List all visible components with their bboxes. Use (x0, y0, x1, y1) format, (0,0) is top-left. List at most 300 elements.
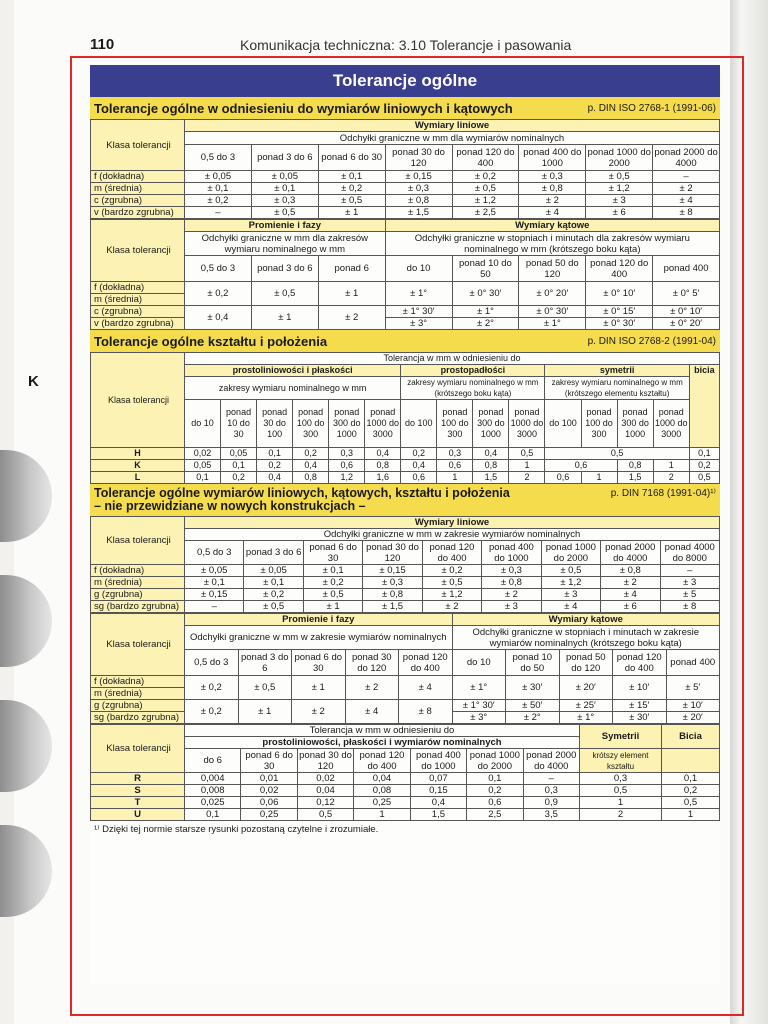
class-header: Klasa tolerancji (91, 614, 185, 676)
table-row (91, 306, 720, 318)
range-cell: ponad 4000 do 8000 (660, 541, 720, 565)
value-cell: ± 1 (292, 676, 346, 700)
value-cell: ± 1,2 (422, 589, 481, 601)
value-cell: ± 0° 30′ (586, 318, 653, 330)
class-cell: f (dokładna) (91, 676, 185, 688)
value-cell: ± 0,3 (482, 565, 541, 577)
class-cell: m (średnia) (91, 688, 185, 700)
value-cell: ± 0° 30′ (519, 306, 586, 318)
value-cell: 1 (509, 460, 545, 472)
value-cell: ± 4 (519, 207, 586, 219)
deviation-header: Odchyłki graniczne w mm w zakresie wymiarów nominalnych (185, 626, 453, 650)
range-cell: ponad 120 do 400 (586, 256, 653, 282)
range-cell: ponad 30 do 120 (345, 650, 399, 676)
class-cell: m (średnia) (91, 294, 185, 306)
value-cell: ± 0,1 (303, 565, 362, 577)
radii-header: Promienie i fazy (185, 220, 386, 232)
range-cell: ponad 30 do 120 (299, 749, 352, 772)
table-row (91, 577, 720, 589)
table-row (91, 207, 720, 219)
value-cell: 0,5 (509, 448, 545, 460)
symmetry-header: Symetrii (580, 725, 662, 749)
table-row (91, 773, 720, 785)
range-cell: ponad 120 do 400 (613, 650, 667, 676)
range-cell: ponad 3 do 6 (251, 256, 318, 282)
value-cell: 0,02 (241, 785, 297, 797)
section-3-subtitle: – nie przewidziane w nowych konstrukcjach – (94, 499, 366, 513)
value-cell: ± 0,2 (185, 282, 252, 306)
value-cell: ± 10′ (613, 676, 667, 700)
value-cell: ± 6 (601, 601, 660, 613)
value-cell: 0,3 (437, 448, 473, 460)
range-cell: ponad 30 do 120 (363, 541, 422, 565)
range-header: zakresy wymiaru nominalnego w mm (185, 377, 401, 400)
value-cell: ± 0° 10′ (653, 306, 720, 318)
range-cell: 0,5 do 3 (185, 541, 244, 565)
legacy-radius-angle-table (90, 613, 720, 724)
value-cell: ± 4 (345, 700, 399, 724)
table-row (91, 448, 720, 460)
range-cell: ponad 6 do 30 (241, 749, 297, 773)
range-cell: ponad 400 do 1000 (482, 541, 541, 565)
value-cell: ± 1,2 (541, 577, 600, 589)
range-cell: krótszy element kształtu (580, 749, 662, 773)
value-cell: ± 3 (482, 601, 541, 613)
value-cell: 0,25 (241, 809, 297, 821)
value-cell: ± 0,15 (185, 589, 244, 601)
range-cell: ponad 400 do 1000 (410, 749, 466, 773)
range-cell: ponad 6 (318, 256, 385, 282)
value-cell: ± 8 (399, 700, 453, 724)
value-cell: 0,3 (329, 448, 365, 460)
straightness-header: prostoliniowości, płaskości i wymiarów nominalnych (185, 737, 580, 749)
value-cell: 0,12 (297, 797, 353, 809)
value-cell: 0,2 (293, 448, 329, 460)
value-cell: 0,1 (257, 448, 293, 460)
value-cell: ± 3° (452, 712, 506, 724)
value-cell: 0,15 (410, 785, 466, 797)
straightness-header: prostoliniowości i płaskości (185, 365, 401, 377)
section-3-title: Tolerancje ogólne wymiarów liniowych, kątowych, kształtu i położenia (94, 486, 510, 500)
deviation-header: Odchyłki graniczne w mm dla zakresów wymiaru nominalnego w mm (185, 232, 386, 256)
value-cell: ± 1,2 (586, 183, 653, 195)
table-row (91, 282, 720, 294)
section-3-heading (90, 484, 720, 516)
table-row (91, 183, 720, 195)
value-cell: ± 5 (660, 589, 720, 601)
value-cell: ± 0,3 (363, 577, 422, 589)
range-cell: ponad 3 do 6 (244, 541, 303, 565)
value-cell: 2 (653, 472, 689, 484)
class-cell: sg (bardzo zgrubna) (91, 601, 185, 613)
class-header: Klasa tolerancji (91, 725, 185, 773)
value-cell: ± 0,5 (303, 589, 362, 601)
value-cell: 1 (437, 472, 473, 484)
value-cell: 0,025 (185, 797, 241, 809)
value-cell: 2,5 (467, 809, 523, 821)
class-cell: c (zgrubna) (91, 306, 185, 318)
value-cell: 0,25 (354, 797, 410, 809)
tolerance-header: Tolerancja w mm w odniesieniu do (185, 725, 580, 737)
range-cell: ponad 400 (653, 256, 720, 282)
value-cell: ± 0,2 (185, 195, 252, 207)
value-cell: ± 0,05 (251, 171, 318, 183)
value-cell: ± 4 (601, 589, 660, 601)
range-cell: ponad 120 do 400 (422, 541, 481, 565)
value-cell: ± 2 (653, 183, 720, 195)
legacy-form-table (90, 724, 720, 821)
value-cell: 3,5 (523, 809, 579, 821)
value-cell: 0,4 (410, 797, 466, 809)
range-cell: ponad 1000 do 3000 (509, 400, 545, 448)
value-cell: 0,6 (437, 460, 473, 472)
range-cell: ponad 300 do 1000 (473, 400, 509, 448)
class-cell: v (bardzo zgrubna) (91, 318, 185, 330)
class-header: Klasa tolerancji (91, 120, 185, 171)
deviation-header: Odchyłki graniczne w stopniach i minutach w zakresie wymiarów nominalnych (krótszego boku kąta) (452, 626, 720, 650)
value-cell: 0,5 (297, 809, 353, 821)
section-1-title: Tolerancje ogólne w odniesieniu do wymiarów liniowych i kątowych (94, 100, 513, 116)
value-cell: 1,6 (365, 472, 401, 484)
class-header: Klasa tolerancji (91, 353, 185, 448)
value-cell: ± 3 (541, 589, 600, 601)
value-cell: 0,07 (410, 773, 466, 785)
section-2-title: Tolerancje ogólne kształtu i położenia (94, 333, 328, 349)
value-cell: ± 1 (238, 700, 292, 724)
table-row (91, 460, 720, 472)
value-cell: ± 0° 10′ (586, 282, 653, 306)
range-cell: ponad 1000 do 2000 (467, 749, 523, 773)
value-cell: ± 0,3 (519, 171, 586, 183)
value-cell: 0,4 (401, 460, 437, 472)
value-cell: ± 10′ (666, 700, 720, 712)
value-cell: ± 1,5 (363, 601, 422, 613)
range-cell: ponad 10 do 30 (221, 400, 257, 448)
class-cell: f (dokładna) (91, 282, 185, 294)
value-cell: 0,1 (662, 773, 720, 785)
value-cell: ± 3 (660, 577, 720, 589)
section-2-heading (90, 330, 720, 352)
symmetry-header: symetrii (545, 365, 689, 377)
range-cell: ponad 6 do 30 (292, 650, 346, 676)
value-cell: ± 0,3 (385, 183, 452, 195)
value-cell: ± 0,8 (482, 577, 541, 589)
value-cell: ± 0° 20′ (653, 318, 720, 330)
range-cell: ponad 100 do 300 (437, 400, 473, 448)
range-cell: ponad 10 do 50 (506, 650, 560, 676)
range-cell: ponad 6 do 30 (318, 145, 385, 171)
class-cell: sg (bardzo zgrubna) (91, 712, 185, 724)
range-cell: ponad 300 do 1000 (617, 400, 653, 448)
running-header: Komunikacja techniczna: 3.10 Tolerancje i pasowania (240, 37, 572, 53)
range-cell: do 10 (385, 256, 452, 282)
value-cell: 0,8 (365, 460, 401, 472)
class-cell: T (91, 797, 185, 809)
value-cell: ± 0,3 (251, 195, 318, 207)
value-cell: ± 0,5 (541, 565, 600, 577)
section-tab-letter: K (28, 373, 39, 390)
range-cell: ponad 120 do 400 (354, 749, 410, 773)
value-cell: ± 0,15 (385, 171, 452, 183)
class-cell: S (91, 785, 185, 797)
value-cell: 0,8 (473, 460, 509, 472)
value-cell: 0,05 (185, 460, 221, 472)
value-cell: 0,004 (185, 773, 241, 785)
value-cell: ± 0,8 (385, 195, 452, 207)
value-cell: ± 0,8 (601, 565, 660, 577)
range-cell: do 10 (185, 400, 221, 448)
table-row (91, 601, 720, 613)
value-cell: ± 0,2 (422, 565, 481, 577)
value-cell: ± 2 (318, 306, 385, 330)
value-cell: ± 1° (452, 306, 519, 318)
value-cell: 0,06 (241, 797, 297, 809)
value-cell: 2 (580, 809, 662, 821)
form-position-table (90, 352, 720, 484)
class-cell: g (zgrubna) (91, 589, 185, 601)
value-cell: ± 2° (452, 318, 519, 330)
range-cell: ponad 10 do 50 (452, 256, 519, 282)
range-cell: ponad 3 do 6 (238, 650, 292, 676)
value-cell: 0,1 (221, 460, 257, 472)
value-cell: ± 1° (559, 712, 613, 724)
value-cell: ± 6 (586, 207, 653, 219)
value-cell: ± 0,1 (244, 577, 303, 589)
value-cell: 0,1 (689, 448, 719, 460)
range-cell: ponad 400 (666, 650, 720, 676)
value-cell: ± 0,05 (244, 565, 303, 577)
table-row (91, 472, 720, 484)
value-cell: 0,2 (221, 472, 257, 484)
value-cell: 1,2 (329, 472, 365, 484)
value-cell: 0,5 (580, 785, 662, 797)
value-cell: 0,05 (221, 448, 257, 460)
range-cell: do 6 (185, 749, 241, 773)
value-cell: ± 0° 15′ (586, 306, 653, 318)
value-cell: ± 0,5 (422, 577, 481, 589)
table-row (91, 589, 720, 601)
value-cell: ± 0,2 (318, 183, 385, 195)
value-cell: ± 0,05 (185, 171, 252, 183)
range-header: zakresy wymiaru nominalnego w mm (krótszego elementu kształtu) (545, 377, 689, 400)
value-cell: ± 2 (601, 577, 660, 589)
value-cell: 0,1 (467, 773, 523, 785)
value-cell: 0,4 (473, 448, 509, 460)
value-cell: ± 1 (251, 306, 318, 330)
value-cell: ± 0,5 (452, 183, 519, 195)
class-cell: v (bardzo zgrubna) (91, 207, 185, 219)
class-cell: f (dokładna) (91, 171, 185, 183)
value-cell: ± 0,5 (244, 601, 303, 613)
value-cell: ± 5′ (666, 676, 720, 700)
range-cell: ponad 3 do 6 (251, 145, 318, 171)
class-cell: m (średnia) (91, 577, 185, 589)
angular-header: Wymiary kątowe (452, 614, 720, 626)
value-cell: 0,08 (354, 785, 410, 797)
value-cell: 0,04 (354, 773, 410, 785)
value-cell: ± 1 (318, 282, 385, 306)
value-cell: ± 30′ (506, 676, 560, 700)
value-cell: ± 0,5 (238, 676, 292, 700)
value-cell: 0,5 (689, 472, 719, 484)
value-cell: 2 (509, 472, 545, 484)
value-cell: 0,4 (365, 448, 401, 460)
value-cell: ± 3° (385, 318, 452, 330)
runout-header: bicia (689, 365, 719, 448)
table-row (91, 700, 720, 712)
value-cell: 1,5 (473, 472, 509, 484)
value-cell: 0,5 (662, 797, 720, 809)
value-cell: ± 0° 20′ (519, 282, 586, 306)
range-cell: do 10 (452, 650, 506, 676)
runout-header: Bicia (662, 725, 720, 749)
table-row (91, 785, 720, 797)
class-cell: g (zgrubna) (91, 700, 185, 712)
range-cell: ponad 50 do 120 (519, 256, 586, 282)
range-header: zakresy wymiaru nominalnego w mm (krótszego boku kąta) (401, 377, 545, 400)
value-cell: ± 0,2 (185, 700, 239, 724)
value-cell: 0,2 (467, 785, 523, 797)
value-cell: ± 2,5 (452, 207, 519, 219)
value-cell: – (660, 565, 720, 577)
value-cell: 0,4 (293, 460, 329, 472)
value-cell: ± 0,2 (244, 589, 303, 601)
value-cell: 1 (354, 809, 410, 821)
value-cell: ± 1 (303, 601, 362, 613)
value-cell: 0,6 (467, 797, 523, 809)
value-cell: 0,5 (545, 448, 689, 460)
value-cell: ± 4 (399, 676, 453, 700)
value-cell: ± 1 (318, 207, 385, 219)
value-cell: ± 0,2 (303, 577, 362, 589)
value-cell: 0,2 (257, 460, 293, 472)
range-cell: ponad 50 do 120 (559, 650, 613, 676)
class-cell: c (zgrubna) (91, 195, 185, 207)
linear-dimensions-header: Wymiary liniowe (185, 120, 720, 132)
value-cell: 0,6 (545, 472, 581, 484)
range-cell: ponad 1000 do 2000 (587, 146, 651, 169)
value-cell: 0,6 (401, 472, 437, 484)
value-cell: 1,5 (410, 809, 466, 821)
value-cell: 1 (662, 809, 720, 821)
value-cell: 0,2 (401, 448, 437, 460)
value-cell: ± 2 (482, 589, 541, 601)
value-cell: 1 (580, 797, 662, 809)
value-cell: ± 0,2 (452, 171, 519, 183)
value-cell: ± 0,5 (251, 282, 318, 306)
value-cell: ± 4 (653, 195, 720, 207)
value-cell: ± 0,15 (363, 565, 422, 577)
value-cell: ± 0,8 (519, 183, 586, 195)
value-cell: – (523, 773, 579, 785)
deviation-header: Odchyłki graniczne w stopniach i minutach dla zakresów wymiaru nominalnego w mm (krótszego boku kąta) (385, 232, 719, 256)
deviation-header: Odchyłki graniczne w mm w zakresie wymiarów nominalnych (185, 529, 720, 541)
range-cell: ponad 6 do 30 (303, 541, 362, 565)
value-cell: ± 1,2 (452, 195, 519, 207)
value-cell: 0,2 (689, 460, 719, 472)
value-cell: ± 0,4 (185, 306, 252, 330)
table-row (91, 171, 720, 183)
value-cell: ± 1° (452, 676, 506, 700)
linear-dimensions-header: Wymiary liniowe (185, 517, 720, 529)
value-cell: ± 15′ (613, 700, 667, 712)
value-cell: ± 4 (541, 601, 600, 613)
value-cell: 0,008 (185, 785, 241, 797)
deviation-header: Odchyłki graniczne w mm dla wymiarów nominalnych (185, 132, 720, 145)
value-cell: ± 0,1 (318, 171, 385, 183)
value-cell: ± 0,1 (251, 183, 318, 195)
range-cell: 0,5 do 3 (185, 145, 252, 171)
value-cell: 0,4 (257, 472, 293, 484)
value-cell: 0,6 (329, 460, 365, 472)
section-1-standard: p. DIN ISO 2768-1 (1991-06) (587, 102, 716, 114)
value-cell: 1 (653, 460, 689, 472)
value-cell: – (185, 601, 244, 613)
banner-title: Tolerancje ogólne (90, 65, 720, 97)
range-cell: ponad 1000 do 3000 (365, 400, 401, 448)
radius-angle-table (90, 219, 720, 330)
value-cell: ± 25′ (559, 700, 613, 712)
value-cell: – (653, 171, 720, 183)
range-cell: ponad 2000 do 4000 (601, 541, 660, 565)
value-cell: ± 0° 5′ (653, 282, 720, 306)
section-3-standard: p. DIN 7168 (1991-04)¹⁾ (610, 488, 716, 499)
value-cell: ± 0,1 (185, 577, 244, 589)
angular-header: Wymiary kątowe (385, 220, 719, 232)
radii-header: Promienie i fazy (185, 614, 453, 626)
value-cell: 0,02 (185, 448, 221, 460)
value-cell: ± 0,05 (185, 565, 244, 577)
value-cell: ± 0,8 (363, 589, 422, 601)
value-cell: ± 1° 30′ (452, 700, 506, 712)
value-cell: 0,1 (185, 472, 221, 484)
value-cell: 0,04 (297, 785, 353, 797)
footnote: ¹⁾ Dzięki tej normie starsze rysunki pozostaną czytelne i zrozumiałe. (94, 824, 379, 835)
value-cell: ± 1° 30′ (385, 306, 452, 318)
value-cell: 0,3 (523, 785, 579, 797)
range-cell: 0,5 do 3 (185, 256, 252, 282)
table-row (91, 565, 720, 577)
range-cell: do 100 (545, 400, 581, 448)
table-row (91, 676, 720, 688)
value-cell: ± 8 (653, 207, 720, 219)
tolerance-sheet (90, 65, 720, 985)
linear-tolerance-table (90, 119, 720, 219)
range-cell: 0,5 do 3 (185, 650, 239, 676)
value-cell: ± 20′ (666, 712, 720, 724)
range-cell: ponad 100 do 300 (293, 400, 329, 448)
class-cell: L (91, 472, 185, 484)
class-cell: f (dokładna) (91, 565, 185, 577)
class-cell: K (91, 460, 185, 472)
value-cell: ± 3 (586, 195, 653, 207)
value-cell: ± 2 (422, 601, 481, 613)
value-cell: 0,1 (185, 809, 241, 821)
value-cell: 0,01 (241, 773, 297, 785)
table-row (91, 809, 720, 821)
value-cell: ± 2 (519, 195, 586, 207)
value-cell: 0,8 (617, 460, 653, 472)
range-cell: ponad 1000 do 2000 (541, 541, 600, 565)
value-cell: ± 0,1 (185, 183, 252, 195)
class-cell: R (91, 773, 185, 785)
table-row (91, 195, 720, 207)
class-cell: U (91, 809, 185, 821)
section-2-standard: p. DIN ISO 2768-2 (1991-04) (587, 335, 716, 347)
value-cell: 0,8 (293, 472, 329, 484)
range-cell: ponad 400 do 1000 (519, 145, 586, 171)
table-row (91, 797, 720, 809)
